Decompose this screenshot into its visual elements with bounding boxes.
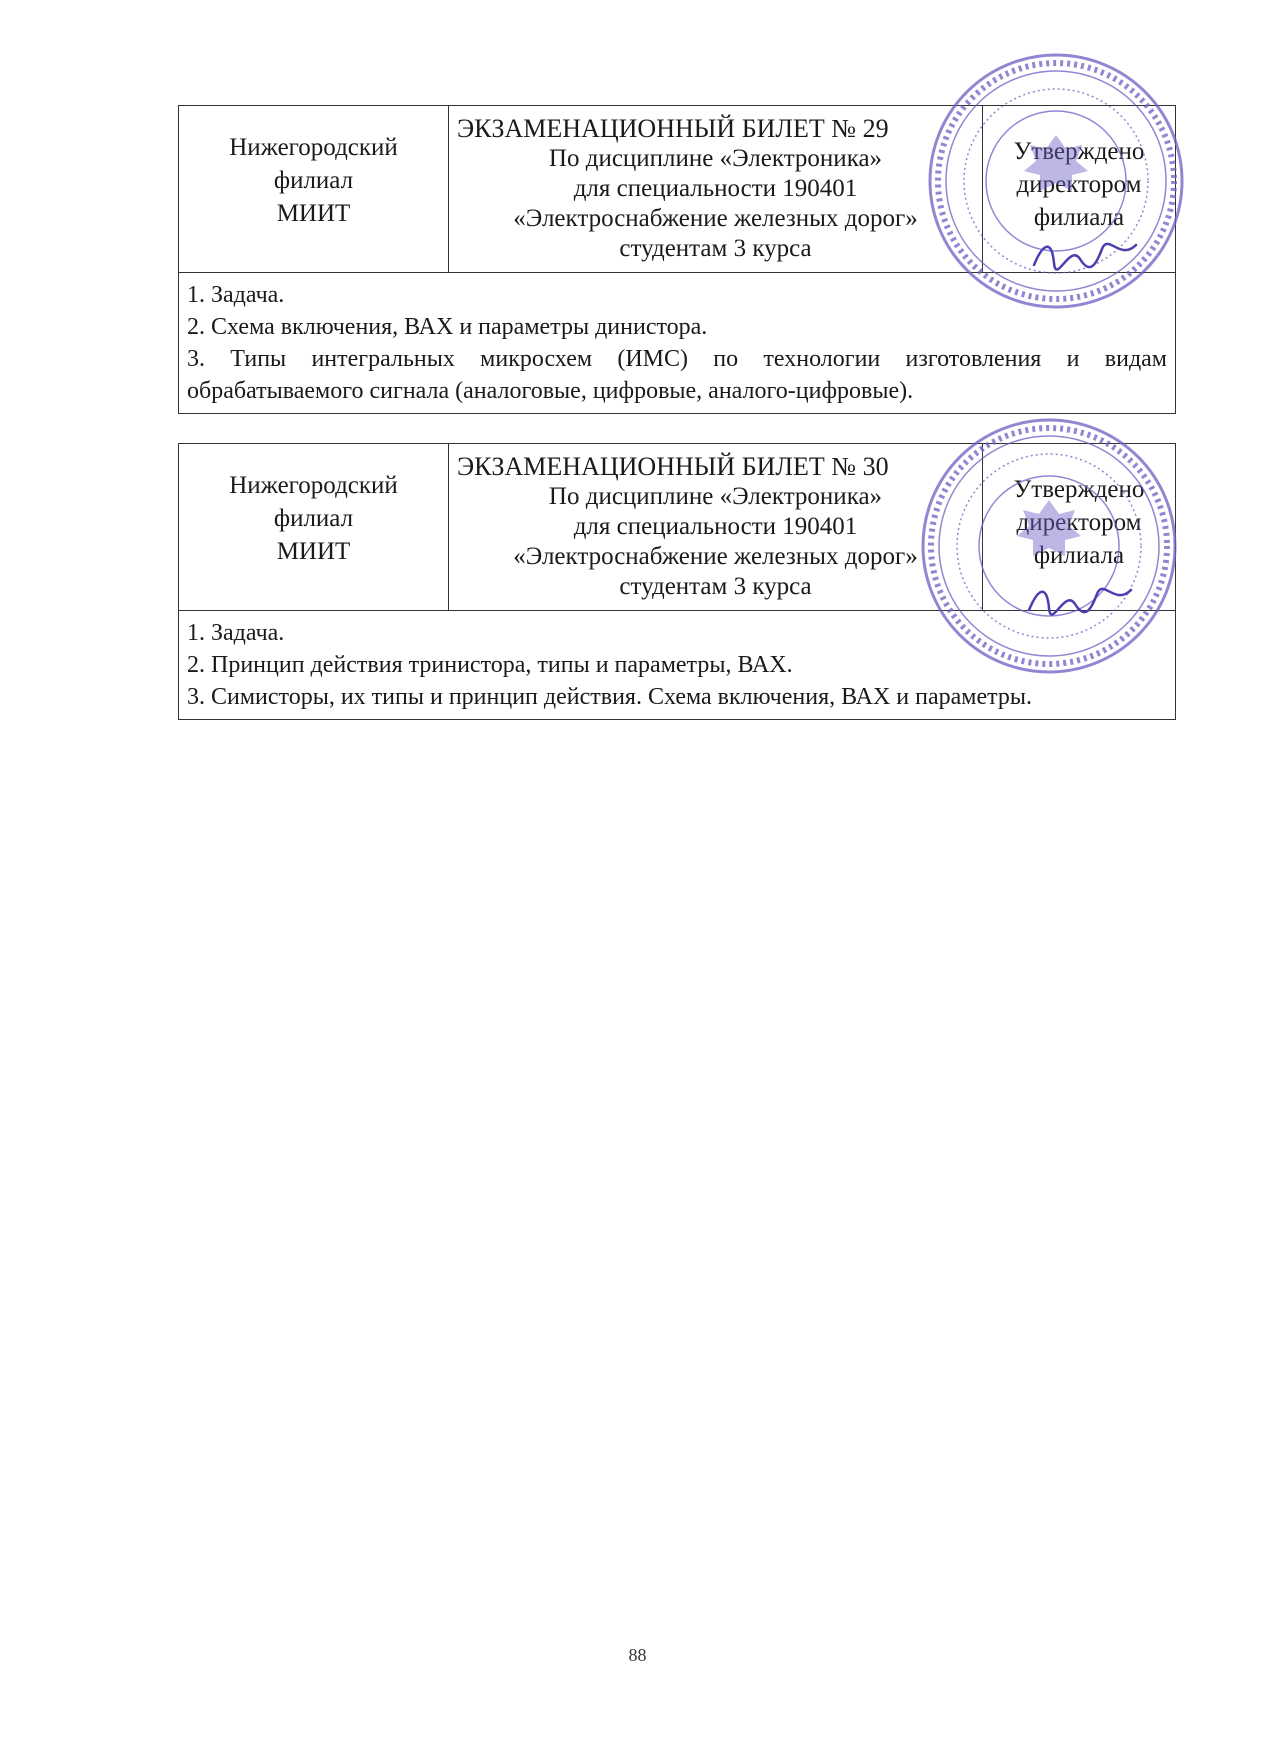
approval-cell [983, 106, 1175, 272]
question-item: 3. Типы интегральных микросхем (ИМС) по технологии изготовления и видам обрабатываемого сигнала (аналоговые, цифровые, аналого-цифровые). [187, 346, 1167, 404]
approval-cell [983, 444, 1175, 610]
approval-line: Утверждено [1013, 137, 1145, 165]
students: студентам 3 курса [619, 573, 812, 600]
question-item: 1. Задача. [187, 282, 285, 308]
questions-list [179, 611, 1175, 719]
speciality: для специальности 190401 [573, 513, 858, 540]
page-number: 88 [628, 1645, 647, 1665]
question-item: 1. Задача. [187, 620, 285, 646]
questions-list [179, 273, 1175, 413]
title-cell [449, 106, 983, 272]
branch-line: Нижегородский [229, 471, 398, 499]
exam-ticket-29 [178, 105, 1176, 414]
branch-cell [179, 106, 449, 272]
students: студентам 3 курса [619, 235, 812, 262]
approval-line: Утверждено [1013, 475, 1145, 503]
branch-line: МИИТ [276, 199, 351, 227]
speciality-name: «Электроснабжение железных дорог» [513, 543, 918, 570]
question-item: 2. Схема включения, ВАХ и параметры динистора. [187, 314, 708, 340]
speciality-name: «Электроснабжение железных дорог» [513, 205, 918, 232]
title-cell [449, 444, 983, 610]
branch-cell [179, 444, 449, 610]
exam-ticket-30 [178, 443, 1176, 720]
branch-line: филиал [273, 166, 354, 194]
approval-line: директором [1016, 170, 1142, 198]
discipline: По дисциплине «Электроника» [548, 145, 883, 172]
approval-line: филиала [1033, 541, 1125, 569]
approval-line: филиала [1033, 203, 1125, 231]
ticket-header [179, 444, 1175, 611]
discipline: По дисциплине «Электроника» [548, 483, 883, 510]
branch-line: МИИТ [276, 537, 351, 565]
branch-line: Нижегородский [229, 133, 398, 161]
approval-line: директором [1016, 508, 1142, 536]
ticket-header [179, 106, 1175, 273]
question-item: 2. Принцип действия тринистора, типы и параметры, ВАХ. [187, 652, 793, 678]
ticket-title: ЭКЗАМЕНАЦИОННЫЙ БИЛЕТ № 29 [457, 114, 889, 143]
branch-line: филиал [273, 504, 354, 532]
speciality: для специальности 190401 [573, 175, 858, 202]
ticket-title: ЭКЗАМЕНАЦИОННЫЙ БИЛЕТ № 30 [457, 452, 889, 481]
question-item: 3. Симисторы, их типы и принцип действия. Схема включения, ВАХ и параметры. [187, 684, 1033, 710]
